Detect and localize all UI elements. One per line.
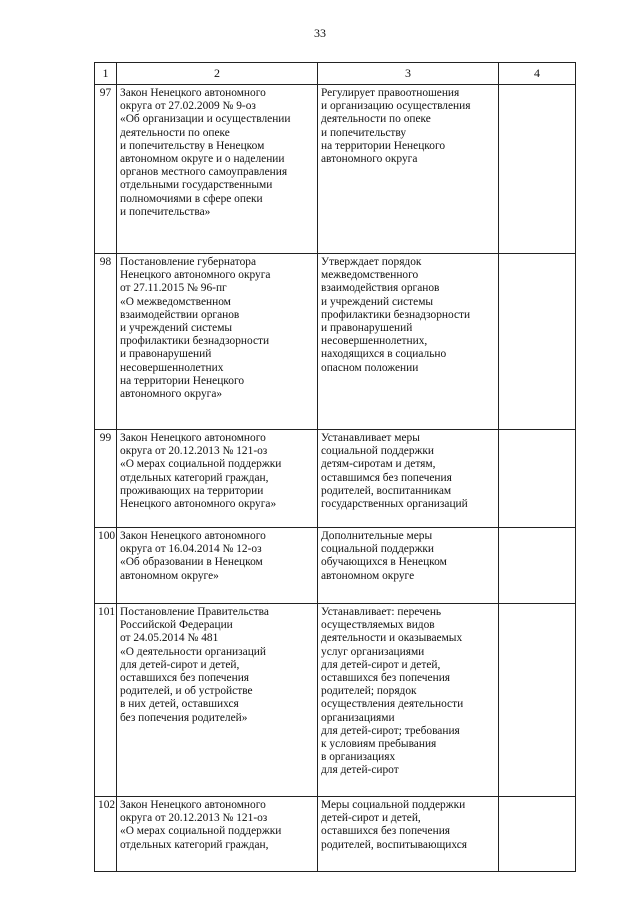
column-header-1: 1: [95, 63, 117, 85]
text-line: и правонарушений: [120, 348, 212, 361]
row-number: 97: [95, 85, 117, 254]
text-line: взаимодействии органов: [120, 308, 240, 321]
text-line: и попечительству в Ненецком: [120, 139, 265, 152]
text-line: Российской Федерации: [120, 619, 233, 632]
text-line: «Об образовании в Ненецком: [120, 556, 263, 569]
text-line: родителей, и об устройстве: [120, 685, 253, 698]
text-line: без попечения родителей»: [120, 711, 248, 724]
text-line: несовершеннолетних: [120, 361, 224, 374]
text-line: «О деятельности организаций: [120, 645, 266, 658]
text-line: и попечительству: [321, 126, 407, 139]
row-number: 102: [95, 797, 117, 872]
text-line: Устанавливает меры: [321, 432, 420, 444]
text-line: Дополнительные меры: [321, 530, 433, 542]
document-title-cell: [117, 528, 318, 604]
document-title-cell: [117, 254, 318, 430]
text-line: округа от 20.12.2013 № 121-оз: [120, 812, 268, 825]
text-line: отдельных категорий граждан,: [120, 471, 269, 484]
text-line: отдельными государственными: [120, 179, 273, 192]
text-line: осуществляемых видов: [321, 619, 435, 632]
description-cell: [318, 797, 499, 872]
table-row: [95, 528, 576, 604]
text-line: и правонарушений: [321, 322, 413, 335]
text-line: Устанавливает: перечень: [321, 606, 442, 618]
table-row: [95, 85, 576, 254]
text-line: Постановление Правительства: [120, 606, 269, 618]
text-line: и учреждений системы: [120, 322, 233, 335]
text-line: полномочиями в сфере опеки: [120, 192, 263, 205]
text-line: автономного округа»: [120, 388, 223, 401]
text-line: и попечительства»: [120, 205, 211, 218]
text-line: родителей; порядок: [321, 685, 417, 698]
text-line: для детей-сирот: [321, 764, 399, 777]
text-line: деятельности по опеке: [120, 126, 230, 139]
text-line: детям-сиротам и детям,: [321, 458, 436, 471]
description-cell: [318, 254, 499, 430]
text-line: на территории Ненецкого: [321, 139, 446, 152]
text-line: оставшихся без попечения: [120, 672, 250, 685]
text-line: Ненецкого автономного округа»: [120, 498, 277, 511]
notes-cell: [499, 528, 576, 604]
text-line: Закон Ненецкого автономного: [120, 87, 266, 99]
row-number: 101: [95, 604, 117, 797]
description-cell: [318, 528, 499, 604]
text-line: округа от 16.04.2014 № 12-оз: [120, 543, 262, 556]
text-line: государственных организаций: [321, 498, 468, 511]
text-line: в них детей, оставшихся: [120, 698, 239, 711]
text-line: Меры социальной поддержки: [321, 799, 466, 811]
column-header-3: 3: [318, 63, 499, 85]
text-line: профилактики безнадзорности: [120, 335, 270, 348]
text-line: оставшихся без попечения: [321, 825, 451, 838]
text-line: обучающихся в Ненецком: [321, 556, 447, 569]
text-line: органов местного самоуправления: [120, 166, 288, 179]
text-line: Ненецкого автономного округа: [120, 269, 271, 282]
document-title-cell: [117, 85, 318, 254]
document-title-cell: [117, 430, 318, 528]
text-line: автономного округа: [321, 153, 418, 166]
table-row: [95, 797, 576, 872]
text-line: опасном положении: [321, 361, 419, 374]
text-line: родителей, воспитанникам: [321, 484, 452, 497]
text-line: оставшихся без попечения: [321, 672, 451, 685]
text-line: организациями: [321, 711, 395, 724]
text-line: автономном округе и о наделении: [120, 153, 285, 166]
text-line: Закон Ненецкого автономного: [120, 432, 266, 444]
column-header-4: 4: [499, 63, 576, 85]
document-title-cell: [117, 797, 318, 872]
text-line: отдельных категорий граждан,: [120, 838, 269, 851]
text-line: на территории Ненецкого: [120, 374, 245, 387]
table-row: [95, 604, 576, 797]
text-line: и организацию осуществления: [321, 100, 471, 113]
row-number: 100: [95, 528, 117, 604]
text-line: деятельности и оказываемых: [321, 632, 463, 645]
notes-cell: [499, 430, 576, 528]
description-cell: [318, 85, 499, 254]
text-line: «Об организации и осуществлении: [120, 113, 291, 126]
text-line: автономном округе: [321, 569, 415, 582]
table-header-row: [95, 63, 576, 85]
table-row: [95, 254, 576, 430]
text-line: округа от 27.02.2009 № 9-оз: [120, 100, 256, 113]
text-line: к условиям пребывания: [321, 738, 437, 751]
text-line: услуг организациями: [321, 645, 425, 658]
text-line: в организациях: [321, 751, 396, 764]
row-number: 99: [95, 430, 117, 528]
text-line: несовершеннолетних,: [321, 335, 428, 348]
notes-cell: [499, 604, 576, 797]
text-line: находящихся в социально: [321, 348, 447, 361]
text-line: родителей, воспитывающихся: [321, 838, 467, 851]
text-line: детей-сирот и детей,: [321, 812, 421, 825]
text-line: «О межведомственном: [120, 295, 231, 308]
text-line: Закон Ненецкого автономного: [120, 799, 266, 811]
text-line: взаимодействия органов: [321, 282, 440, 295]
notes-cell: [499, 797, 576, 872]
text-line: проживающих на территории: [120, 484, 264, 497]
notes-cell: [499, 85, 576, 254]
table-body: [95, 85, 576, 872]
text-line: осуществления деятельности: [321, 698, 464, 711]
legal-acts-table: [94, 62, 576, 872]
text-line: межведомственного: [321, 269, 419, 282]
page-number: 33: [314, 26, 326, 40]
text-line: оставшимся без попечения: [321, 471, 452, 484]
text-line: социальной поддержки: [321, 445, 435, 458]
text-line: от 27.11.2015 № 96-пг: [120, 282, 227, 295]
text-line: Утверждает порядок: [321, 256, 422, 268]
text-line: профилактики безнадзорности: [321, 308, 471, 321]
description-cell: [318, 604, 499, 797]
row-number: 98: [95, 254, 117, 430]
text-line: автономном округе»: [120, 569, 219, 582]
text-line: от 24.05.2014 № 481: [120, 632, 219, 645]
notes-cell: [499, 254, 576, 430]
text-line: для детей-сирот; требования: [321, 724, 460, 737]
column-header-2: 2: [117, 63, 318, 85]
text-line: «О мерах социальной поддержки: [120, 458, 282, 471]
text-line: и учреждений системы: [321, 295, 434, 308]
text-line: округа от 20.12.2013 № 121-оз: [120, 445, 268, 458]
text-line: социальной поддержки: [321, 543, 435, 556]
text-line: «О мерах социальной поддержки: [120, 825, 282, 838]
text-line: для детей-сирот и детей,: [321, 658, 441, 671]
table-row: [95, 430, 576, 528]
text-line: для детей-сирот и детей,: [120, 658, 240, 671]
text-line: Регулирует правоотношения: [321, 87, 460, 99]
description-cell: [318, 430, 499, 528]
text-line: Постановление губернатора: [120, 256, 257, 268]
document-title-cell: [117, 604, 318, 797]
text-line: деятельности по опеке: [321, 113, 431, 126]
text-line: Закон Ненецкого автономного: [120, 530, 266, 542]
